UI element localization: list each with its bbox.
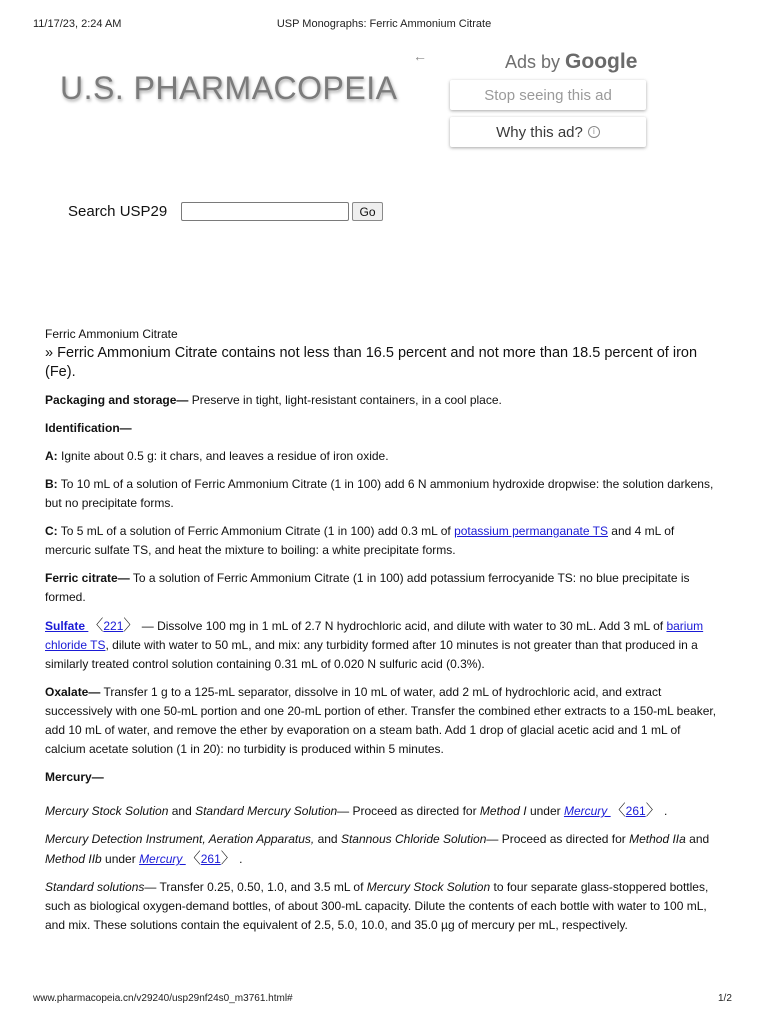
sulfate-ref-link[interactable]: 221 bbox=[103, 619, 124, 633]
usp-logo[interactable]: U.S. PHARMACOPEIA bbox=[60, 70, 398, 106]
mercury-heading: Mercury— bbox=[45, 770, 104, 784]
go-button[interactable]: Go bbox=[352, 202, 383, 221]
search-label: Search USP29 bbox=[68, 203, 168, 220]
mercury-link-2[interactable]: Mercury bbox=[139, 852, 186, 866]
print-url: www.pharmacopeia.cn/v29240/usp29nf24s0_m3761.html# bbox=[33, 993, 293, 1004]
oxalate-paragraph: Oxalate— Transfer 1 g to a 125-mL separator, dissolve in 10 mL of water, add 2 mL of hydrochloric acid, and extract successively with one 50-mL portion and one 20-mL portion of ether. Transfer the combined ether extracts to a 150-mL beaker, add 10 mL of water, and remove the ether by evaporation on a steam bath. Add 1 drop of glacial acetic acid and 1 mL of calcium acetate solution (1 in 20): no turbidity is produced within 5 minutes. bbox=[45, 685, 717, 756]
monograph-content bbox=[45, 325, 723, 944]
ads-by-google[interactable]: Ads by Google bbox=[505, 50, 638, 73]
search-input[interactable] bbox=[181, 202, 349, 221]
sulfate-link[interactable]: Sulfate bbox=[45, 619, 89, 633]
potassium-permanganate-link[interactable]: potassium permanganate TS bbox=[454, 524, 608, 538]
mercury-ref-link[interactable]: 261 bbox=[625, 804, 646, 818]
mercury-ref-link-2[interactable]: 261 bbox=[200, 852, 221, 866]
print-date: 11/17/23, 2:24 AM bbox=[33, 18, 122, 30]
identification-heading: Identification— bbox=[45, 421, 132, 435]
mercury-link[interactable]: Mercury bbox=[563, 804, 611, 818]
mercury-stock-paragraph: Mercury Stock Solution and Standard Mercury Solution— Proceed as directed for Method I under Mercury 〈261〉 . bbox=[45, 802, 668, 819]
identification-c: C: To 5 mL of a solution of Ferric Ammonium Citrate (1 in 100) add 0.3 mL of potassium permanganate TS and 4 mL of mercuric sulfate TS, and heat the mixture to boiling: a white precipitate forms. bbox=[45, 524, 675, 557]
why-this-ad-button[interactable]: Why this ad? i bbox=[450, 117, 646, 147]
barium-chloride-link[interactable]: barium chloride TS bbox=[45, 619, 704, 652]
packaging-paragraph: Packaging and storage— Preserve in tight, light-resistant containers, in a cool place. bbox=[45, 393, 502, 407]
mercury-instrument-paragraph: Mercury Detection Instrument, Aeration Apparatus, and Stannous Chloride Solution— Proceed as directed for Method IIa and Method IIb under Mercury 〈261〉 . bbox=[45, 832, 710, 867]
monograph-description: » Ferric Ammonium Citrate contains not less than 16.5 percent and not more than 18.5 percent of iron (Fe). bbox=[45, 345, 698, 380]
info-icon: i bbox=[588, 126, 600, 138]
ferric-citrate-paragraph: Ferric citrate— To a solution of Ferric Ammonium Citrate (1 in 100) add potassium ferrocyanide TS: no blue precipitate is formed. bbox=[45, 571, 690, 604]
standard-solutions-paragraph: Standard solutions— Transfer 0.25, 0.50, 1.0, and 3.5 mL of Mercury Stock Solution to four separate glass-stoppered bottles, such as biological oxygen-demand bottles, of about 300-mL capacity. Dilute the contents of each bottle with water to 100 mL, and mix. These solutions contain the equivalent of 2.5, 5.0, 10.0, and 35.0 µg of mercury per mL, respectively. bbox=[45, 880, 709, 932]
sulfate-paragraph: Sulfate 〈221〉 — Dissolve 100 mg in 1 mL of 2.7 N hydrochloric acid, and dilute with water to 30 mL. Add 3 mL of barium chloride TS, dilute with water to 50 mL, and mix: any turbidity formed after 10 minutes is not greater than that produced in a similarly treated control solution containing 0.31 mL of 0.020 N sulfuric acid (0.3%). bbox=[45, 617, 704, 671]
monograph-title: Ferric Ammonium Citrate bbox=[45, 327, 178, 341]
print-page-title: USP Monographs: Ferric Ammonium Citrate bbox=[276, 18, 492, 30]
identification-a: A: Ignite about 0.5 g: it chars, and leaves a residue of iron oxide. bbox=[45, 449, 389, 463]
back-arrow-icon[interactable]: ← bbox=[413, 48, 427, 64]
stop-seeing-ad-button[interactable]: Stop seeing this ad bbox=[450, 80, 646, 110]
print-page-number: 1/2 bbox=[718, 993, 732, 1004]
identification-b: B: To 10 mL of a solution of Ferric Ammonium Citrate (1 in 100) add 6 N ammonium hydroxide dropwise: the solution darkens, but no precipitate forms. bbox=[45, 477, 714, 510]
